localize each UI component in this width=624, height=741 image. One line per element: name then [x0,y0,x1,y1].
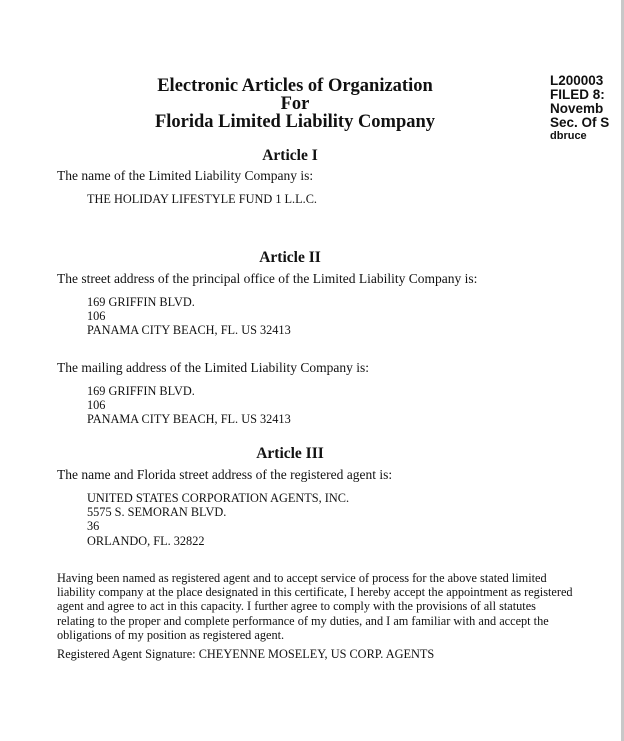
registered-agent-signature: Registered Agent Signature: CHEYENNE MOSELEY, US CORP. AGENTS [57,647,435,661]
document-title-line-3: Florida Limited Liability Company [154,112,436,132]
mailing-address [87,384,291,427]
stamp-secretary: Sec. Of S [550,115,610,130]
article-2-mailing-intro: The mailing address of the Limited Liability Company is: [57,360,369,375]
article-2-street-intro: The street address of the principal office of the Limited Liability Company is: [57,271,478,286]
filing-stamp [550,74,609,143]
address-line: 169 GRIFFIN BLVD. [87,384,195,398]
article-1-intro: The name of the Limited Liability Company is: [57,168,314,183]
article-3-heading: Article III [256,445,324,462]
article-3-intro: The name and Florida street address of the registered agent is: [57,467,393,482]
llc-name: THE HOLIDAY LIFESTYLE FUND 1 L.L.C. [87,192,317,206]
address-line: ORLANDO, FL. 32822 [87,533,205,548]
address-line: 5575 S. SEMORAN BLVD. [87,505,227,520]
address-line: 169 GRIFFIN BLVD. [87,295,195,309]
stamp-document-number: L200003 [550,73,604,88]
stamp-month: Novemb [550,101,604,116]
address-line: 106 [87,309,106,324]
agent-acceptance-statement: Having been named as registered agent and to accept service of process for the above stated limited liability company at the place designated in this certificate, I hereby accept the appointment as registered agent and agree to act in this capacity. I further agree to comply with the provisions of all statutes relating to the proper and complete performance of my duties, and I am familiar with and accept the obligations of my position as registered agent. [57,571,573,642]
registered-agent-address [87,491,349,548]
stamp-filed: FILED 8: [550,87,605,102]
document-title-line-2: For [280,94,310,114]
agent-name: UNITED STATES CORPORATION AGENTS, INC. [87,491,350,505]
principal-office-address [87,295,291,338]
stamp-user: dbruce [550,130,587,142]
address-line: PANAMA CITY BEACH, FL. US 32413 [87,323,291,338]
document-title-line-1: Electronic Articles of Organization [157,76,433,96]
address-line: 106 [87,398,106,413]
address-line: PANAMA CITY BEACH, FL. US 32413 [87,412,291,427]
article-2-heading: Article II [259,249,321,266]
article-1-heading: Article I [262,147,318,164]
address-line: 36 [87,519,100,534]
